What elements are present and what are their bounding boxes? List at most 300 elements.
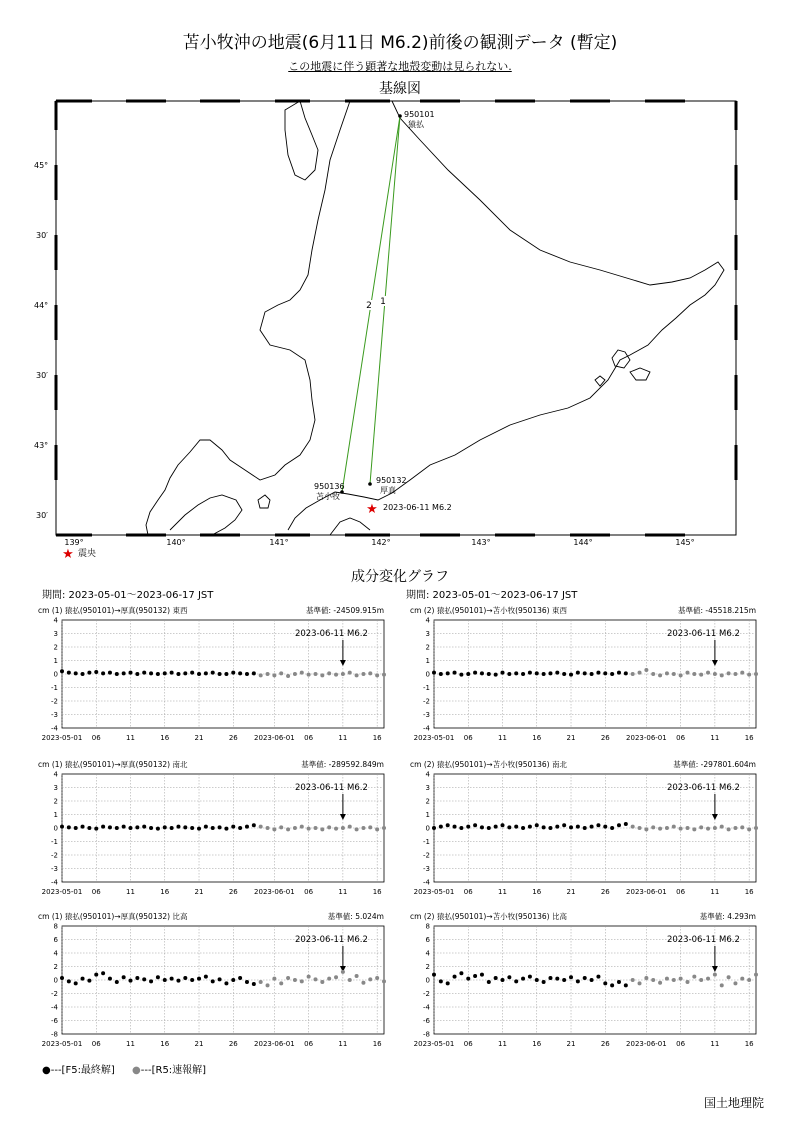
rapid-solution-point xyxy=(685,826,689,830)
y-tick-label: 2 xyxy=(53,963,58,971)
chart-header-right: 基準値: -297801.604m xyxy=(673,760,756,769)
final-solution-point xyxy=(528,671,532,675)
final-solution-point xyxy=(494,825,498,829)
final-solution-point xyxy=(183,825,187,829)
rapid-solution-point xyxy=(747,978,751,982)
rapid-solution-point xyxy=(293,978,297,982)
subtitle-text: この地震に伴う顕著な地殻変動は見られない. xyxy=(288,60,512,73)
final-solution-point xyxy=(555,977,559,981)
final-solution-point xyxy=(459,673,463,677)
final-solution-point xyxy=(211,979,215,983)
final-solution-point xyxy=(238,826,242,830)
final-solution-point xyxy=(60,976,64,980)
y-tick-label: 1 xyxy=(53,657,58,665)
rapid-solution-point xyxy=(313,826,317,830)
x-tick-label: 16 xyxy=(372,734,382,742)
final-solution-point xyxy=(494,673,498,677)
final-solution-point xyxy=(190,826,194,830)
chart-header-left: cm (1) 猿払(950101)→厚真(950132) 南北 xyxy=(38,760,188,769)
x-tick-label: 2023-05-01 xyxy=(41,734,83,742)
x-tick-label: 11 xyxy=(126,888,135,896)
final-solution-point xyxy=(596,975,600,979)
lon-label: 142° xyxy=(371,538,391,547)
legend-final: ●---[F5:最終解] xyxy=(42,1065,115,1076)
rapid-solution-point xyxy=(341,970,345,974)
x-tick-label: 2023-05-01 xyxy=(413,1040,455,1048)
x-tick-label: 21 xyxy=(194,888,204,896)
rapid-solution-point xyxy=(327,977,331,981)
rapid-solution-point xyxy=(631,825,635,829)
chart-panel xyxy=(410,911,758,1048)
rapid-solution-point xyxy=(672,672,676,676)
y-tick-label: 0 xyxy=(425,976,430,985)
final-solution-point xyxy=(238,671,242,675)
epicenter-legend-label: 震央 xyxy=(78,549,97,559)
rapid-solution-point xyxy=(692,975,696,979)
final-solution-point xyxy=(224,827,228,831)
event-arrow-head xyxy=(712,660,718,666)
x-tick-label: 21 xyxy=(566,1040,576,1048)
final-solution-point xyxy=(245,980,249,984)
final-solution-point xyxy=(610,826,614,830)
x-tick-label: 16 xyxy=(532,734,542,742)
y-tick-label: 1 xyxy=(53,811,58,819)
series-legend xyxy=(42,1061,206,1076)
final-solution-point xyxy=(473,823,477,827)
x-tick-label: 11 xyxy=(338,734,348,742)
rapid-solution-point xyxy=(334,975,338,979)
x-tick-label: 2023-05-01 xyxy=(41,888,83,896)
final-solution-point xyxy=(507,825,511,829)
epicenter-label: 2023-06-11 M6.2 xyxy=(383,503,452,512)
x-tick-label: 16 xyxy=(372,1040,382,1048)
legend-rapid: ● xyxy=(132,1065,141,1076)
x-tick-label: 11 xyxy=(498,734,507,742)
organization-label: 国土地理院 xyxy=(703,1096,764,1110)
final-solution-point xyxy=(590,825,594,829)
final-solution-point xyxy=(115,826,119,830)
final-solution-point xyxy=(562,672,566,676)
rapid-solution-point xyxy=(259,825,263,829)
y-tick-label: -2 xyxy=(423,697,430,706)
final-solution-point xyxy=(548,671,552,675)
x-tick-label: 16 xyxy=(160,734,170,742)
final-solution-point xyxy=(67,671,71,675)
final-solution-point xyxy=(494,976,498,980)
final-solution-point xyxy=(142,825,146,829)
final-solution-point xyxy=(590,672,594,676)
lat-label: 43° xyxy=(34,441,49,450)
final-solution-point xyxy=(197,977,201,981)
final-solution-point xyxy=(569,673,573,677)
final-solution-point xyxy=(432,973,436,977)
y-tick-label: 3 xyxy=(425,630,430,638)
final-solution-point xyxy=(501,671,505,675)
rapid-solution-point xyxy=(320,980,324,984)
x-tick-label: 16 xyxy=(372,888,382,896)
final-solution-point xyxy=(542,980,546,984)
final-solution-point xyxy=(487,826,491,830)
rapid-solution-point xyxy=(644,668,648,672)
y-tick-label: -1 xyxy=(423,684,430,692)
y-tick-label: -2 xyxy=(51,697,58,706)
lon-label: 139° xyxy=(64,538,84,547)
final-solution-point xyxy=(204,975,208,979)
y-tick-label: -3 xyxy=(423,865,430,873)
chart-header-left: cm (1) 猿払(950101)→厚真(950132) 比高 xyxy=(38,912,188,921)
rapid-solution-point xyxy=(720,673,724,677)
x-tick-label: 11 xyxy=(710,1040,720,1048)
x-tick-label: 2023-06-01 xyxy=(254,734,295,742)
x-tick-label: 2023-06-01 xyxy=(626,1040,667,1048)
y-tick-label: 0 xyxy=(425,824,430,833)
x-tick-label: 06 xyxy=(304,1040,314,1048)
y-tick-label: -2 xyxy=(423,990,430,998)
final-solution-point xyxy=(163,825,167,829)
rapid-solution-point xyxy=(334,827,338,831)
final-solution-point xyxy=(473,671,477,675)
rapid-solution-point xyxy=(361,672,365,676)
lat-label: 44° xyxy=(34,301,49,310)
component-charts xyxy=(38,605,758,1048)
final-solution-point xyxy=(190,671,194,675)
rapid-solution-point xyxy=(644,976,648,980)
x-tick-label: 16 xyxy=(744,734,754,742)
final-solution-point xyxy=(231,825,235,829)
rapid-solution-point xyxy=(713,826,717,830)
rapid-solution-point xyxy=(747,673,751,677)
final-solution-point xyxy=(224,672,228,676)
lat-labels xyxy=(34,161,48,520)
rapid-solution-point xyxy=(740,825,744,829)
rapid-solution-point xyxy=(638,826,642,830)
final-solution-point xyxy=(507,672,511,676)
final-solution-point xyxy=(135,672,139,676)
final-solution-point xyxy=(204,825,208,829)
rapid-solution-point xyxy=(300,979,304,983)
rapid-solution-point xyxy=(631,672,635,676)
x-tick-label: 11 xyxy=(498,888,507,896)
final-solution-point xyxy=(576,671,580,675)
rapid-solution-point xyxy=(355,974,359,978)
final-solution-point xyxy=(624,983,628,987)
rapid-solution-point xyxy=(279,825,283,829)
final-solution-point xyxy=(129,826,133,830)
x-tick-label: 11 xyxy=(710,734,720,742)
final-solution-point xyxy=(108,671,112,675)
final-solution-point xyxy=(459,826,463,830)
final-solution-point xyxy=(122,671,126,675)
rapid-solution-point xyxy=(713,672,717,676)
rapid-solution-point xyxy=(665,977,669,981)
final-solution-point xyxy=(129,671,133,675)
y-tick-label: 4 xyxy=(53,770,58,779)
final-solution-point xyxy=(624,671,628,675)
final-solution-point xyxy=(432,671,436,675)
final-solution-point xyxy=(535,671,539,675)
final-solution-point xyxy=(183,976,187,980)
final-solution-point xyxy=(67,979,71,983)
final-solution-point xyxy=(94,827,98,831)
rapid-solution-point xyxy=(638,981,642,985)
final-solution-point xyxy=(603,981,607,985)
epicenter-star-icon: ★ xyxy=(366,502,378,517)
rapid-solution-point xyxy=(727,975,731,979)
rapid-solution-point xyxy=(286,976,290,980)
y-tick-label: 4 xyxy=(425,770,430,779)
x-tick-label: 2023-06-01 xyxy=(626,734,667,742)
x-tick-label: 2023-06-01 xyxy=(626,888,667,896)
x-tick-label: 2023-06-01 xyxy=(254,1040,295,1048)
final-solution-point xyxy=(507,975,511,979)
final-solution-point xyxy=(446,981,450,985)
rapid-solution-point xyxy=(699,825,703,829)
final-solution-point xyxy=(156,975,160,979)
final-solution-point xyxy=(521,977,525,981)
final-solution-point xyxy=(480,825,484,829)
rapid-solution-point xyxy=(754,973,758,977)
x-tick-label: 16 xyxy=(532,888,542,896)
station-marker xyxy=(398,114,402,118)
final-solution-point xyxy=(603,825,607,829)
rapid-solution-point xyxy=(320,673,324,677)
rapid-solution-point xyxy=(313,672,317,676)
final-solution-point xyxy=(501,823,505,827)
rapid-solution-point xyxy=(672,978,676,982)
final-solution-point xyxy=(252,671,256,675)
station-name: 苫小牧 xyxy=(316,492,340,501)
x-tick-label: 2023-05-01 xyxy=(413,888,455,896)
rapid-solution-point xyxy=(658,827,662,831)
rapid-solution-point xyxy=(382,979,386,983)
x-tick-label: 06 xyxy=(463,734,473,742)
chart-panel xyxy=(38,759,386,896)
final-solution-point xyxy=(115,980,119,984)
final-solution-point xyxy=(569,975,573,979)
rapid-solution-point xyxy=(692,672,696,676)
final-solution-point xyxy=(81,672,85,676)
final-solution-point xyxy=(74,981,78,985)
legend-rapid-label: ---[R5:速報解] xyxy=(140,1065,207,1076)
y-tick-label: -4 xyxy=(51,1003,58,1012)
rapid-solution-point xyxy=(706,827,710,831)
final-solution-point xyxy=(453,825,457,829)
final-solution-point xyxy=(548,976,552,980)
final-solution-point xyxy=(583,826,587,830)
final-solution-point xyxy=(501,978,505,982)
y-tick-label: 8 xyxy=(425,922,430,931)
rapid-solution-point xyxy=(266,672,270,676)
x-tick-label: 11 xyxy=(710,888,720,896)
x-tick-label: 06 xyxy=(304,734,314,742)
final-solution-point xyxy=(576,825,580,829)
y-tick-label: 0 xyxy=(53,976,58,985)
y-tick-label: 4 xyxy=(53,949,58,958)
y-tick-label: -6 xyxy=(51,1017,58,1025)
y-tick-label: -6 xyxy=(423,1017,430,1025)
lon-label: 145° xyxy=(675,538,695,547)
chart-panel xyxy=(410,759,758,896)
y-tick-label: -2 xyxy=(51,990,58,998)
rapid-solution-point xyxy=(272,673,276,677)
chart-header-right: 基準値: -289592.849m xyxy=(301,760,384,769)
x-tick-label: 06 xyxy=(91,734,101,742)
chart-header-left: cm (2) 猿払(950101)→苫小牧(950136) 比高 xyxy=(410,912,567,921)
y-tick-label: -2 xyxy=(423,851,430,860)
rapid-solution-point xyxy=(348,978,352,982)
lat-label: 30′ xyxy=(36,231,48,240)
y-tick-label: -1 xyxy=(51,838,58,846)
final-solution-point xyxy=(163,671,167,675)
rapid-solution-point xyxy=(727,827,731,831)
y-tick-label: 3 xyxy=(425,784,430,792)
event-annotation: 2023-06-11 M6.2 xyxy=(294,629,368,639)
x-tick-label: 11 xyxy=(126,734,135,742)
final-solution-point xyxy=(514,825,518,829)
x-tick-label: 26 xyxy=(600,1040,610,1048)
x-tick-label: 21 xyxy=(566,734,576,742)
rapid-solution-point xyxy=(644,827,648,831)
rapid-solution-point xyxy=(382,673,386,677)
y-tick-label: -8 xyxy=(423,1030,430,1039)
rapid-solution-point xyxy=(355,827,359,831)
x-tick-label: 06 xyxy=(676,734,686,742)
station-code: 950136 xyxy=(314,482,345,491)
final-solution-point xyxy=(94,670,98,674)
final-solution-point xyxy=(135,825,139,829)
final-solution-point xyxy=(459,971,463,975)
rapid-solution-point xyxy=(286,827,290,831)
rapid-solution-point xyxy=(266,826,270,830)
rapid-solution-point xyxy=(368,825,372,829)
rapid-solution-point xyxy=(651,825,655,829)
rapid-solution-point xyxy=(313,977,317,981)
final-solution-point xyxy=(453,975,457,979)
final-solution-point xyxy=(204,671,208,675)
lon-label: 140° xyxy=(166,538,186,547)
event-annotation: 2023-06-11 M6.2 xyxy=(666,629,740,639)
lat-label: 45° xyxy=(34,161,49,170)
station-name: 猿払 xyxy=(408,120,424,129)
final-solution-point xyxy=(542,672,546,676)
final-solution-point xyxy=(432,826,436,830)
y-tick-label: -3 xyxy=(51,865,58,873)
final-solution-point xyxy=(535,978,539,982)
y-tick-label: 0 xyxy=(425,670,430,679)
rapid-solution-point xyxy=(638,671,642,675)
x-tick-label: 06 xyxy=(676,1040,686,1048)
rapid-solution-point xyxy=(651,672,655,676)
final-solution-point xyxy=(183,671,187,675)
final-solution-point xyxy=(555,825,559,829)
rapid-solution-point xyxy=(375,827,379,831)
final-solution-point xyxy=(60,825,64,829)
rapid-solution-point xyxy=(307,975,311,979)
final-solution-point xyxy=(603,671,607,675)
final-solution-point xyxy=(596,823,600,827)
final-solution-point xyxy=(176,979,180,983)
final-solution-point xyxy=(67,825,71,829)
rapid-solution-point xyxy=(720,983,724,987)
final-solution-point xyxy=(176,672,180,676)
final-solution-point xyxy=(439,672,443,676)
final-solution-point xyxy=(149,671,153,675)
final-solution-point xyxy=(446,823,450,827)
rapid-solution-point xyxy=(375,976,379,980)
rapid-solution-point xyxy=(375,673,379,677)
final-solution-point xyxy=(74,671,78,675)
final-solution-point xyxy=(583,671,587,675)
rapid-solution-point xyxy=(685,671,689,675)
final-solution-point xyxy=(87,979,91,983)
rapid-solution-point xyxy=(361,981,365,985)
x-tick-label: 26 xyxy=(228,734,238,742)
rapid-solution-point xyxy=(355,673,359,677)
rapid-solution-point xyxy=(334,673,338,677)
rapid-solution-point xyxy=(631,978,635,982)
rapid-solution-point xyxy=(706,671,710,675)
final-solution-point xyxy=(245,825,249,829)
rapid-solution-point xyxy=(259,980,263,984)
chart-header-right: 基準値: -24509.915m xyxy=(306,606,384,615)
rapid-solution-point xyxy=(740,977,744,981)
final-solution-point xyxy=(514,979,518,983)
event-arrow-head xyxy=(712,966,718,972)
lat-label: 30′ xyxy=(36,511,48,520)
y-tick-label: 0 xyxy=(53,670,58,679)
section-title: 成分変化グラフ xyxy=(351,569,449,585)
y-tick-label: 4 xyxy=(425,616,430,625)
x-tick-label: 06 xyxy=(463,1040,473,1048)
rapid-solution-point xyxy=(300,825,304,829)
rapid-solution-point xyxy=(266,983,270,987)
rapid-solution-point xyxy=(341,826,345,830)
rapid-solution-point xyxy=(733,826,737,830)
y-tick-label: 8 xyxy=(53,922,58,931)
event-annotation: 2023-06-11 M6.2 xyxy=(294,935,368,945)
final-solution-point xyxy=(122,975,126,979)
rapid-solution-point xyxy=(651,978,655,982)
y-tick-label: 0 xyxy=(53,824,58,833)
y-tick-label: 4 xyxy=(425,949,430,958)
lon-labels xyxy=(64,538,694,547)
rapid-solution-point xyxy=(754,826,758,830)
final-solution-point xyxy=(101,825,105,829)
x-tick-label: 26 xyxy=(228,1040,238,1048)
final-solution-point xyxy=(81,977,85,981)
final-solution-point xyxy=(487,980,491,984)
rapid-solution-point xyxy=(720,825,724,829)
final-solution-point xyxy=(590,978,594,982)
x-tick-label: 26 xyxy=(600,734,610,742)
y-tick-label: 2 xyxy=(425,643,430,652)
final-solution-point xyxy=(190,978,194,982)
y-tick-label: 1 xyxy=(425,811,430,819)
final-solution-point xyxy=(542,825,546,829)
rapid-solution-point xyxy=(727,671,731,675)
final-solution-point xyxy=(87,826,91,830)
x-tick-label: 16 xyxy=(160,888,170,896)
event-arrow-head xyxy=(340,660,346,666)
rapid-solution-point xyxy=(672,825,676,829)
lon-label: 144° xyxy=(573,538,593,547)
final-solution-point xyxy=(231,978,235,982)
rapid-solution-point xyxy=(361,826,365,830)
final-solution-point xyxy=(245,672,249,676)
rapid-solution-point xyxy=(293,826,297,830)
rapid-solution-point xyxy=(368,977,372,981)
lon-label: 143° xyxy=(471,538,491,547)
